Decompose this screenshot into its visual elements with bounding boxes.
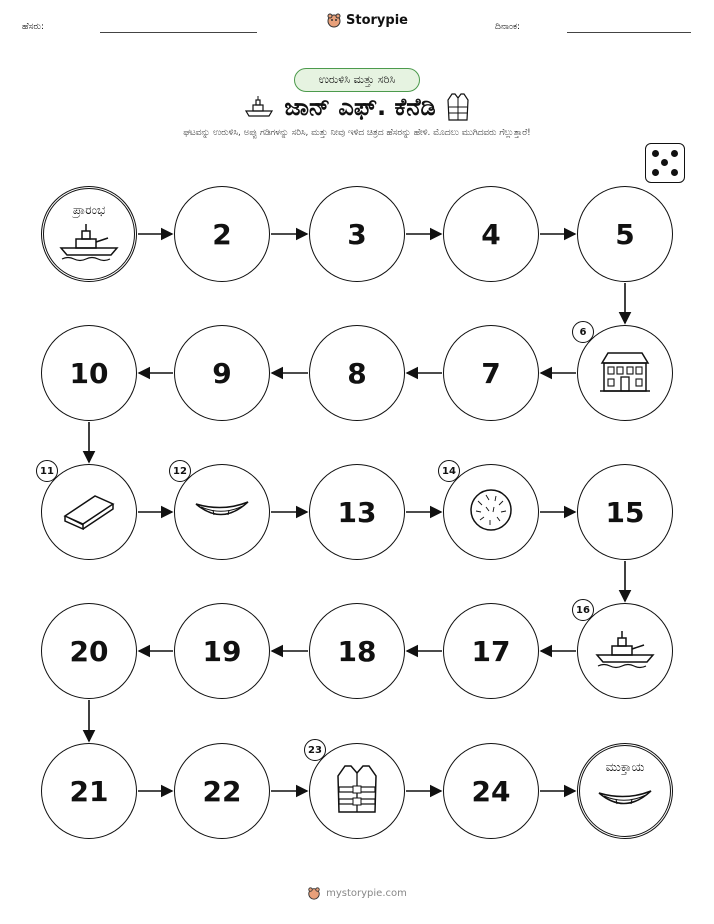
board-space-21[interactable] [41,743,137,839]
board-space-4[interactable] [443,186,539,282]
space-number: 24 [471,774,511,808]
board-space-10[interactable] [41,325,137,421]
board-space-12[interactable] [174,464,270,560]
space-number: 21 [69,774,109,808]
board-space-23[interactable] [309,743,405,839]
canoe-icon [193,496,251,528]
space-number-badge: 23 [304,739,326,761]
space-number: 7 [481,356,501,390]
ship-icon [594,629,656,673]
board-space-11[interactable] [41,464,137,560]
name-label: ಹೆಸರು: [22,22,45,32]
game-tag-text: ಉರುಳಿಸಿ ಮತ್ತು ಸರಿಸಿ [318,73,396,86]
board-space-18[interactable] [309,603,405,699]
date-label: ದಿನಾಂಕ: [495,22,521,32]
board-space-7[interactable] [443,325,539,421]
board-space-13[interactable] [309,464,405,560]
space-number: 5 [615,217,635,251]
board-space-2[interactable] [174,186,270,282]
board-space-14[interactable] [443,464,539,560]
canoe-icon [596,785,654,817]
board-space-5[interactable] [577,186,673,282]
space-number: 8 [347,356,367,390]
board-space-20[interactable] [41,603,137,699]
storypie-footer-icon [307,886,321,900]
space-number: 20 [69,634,109,668]
instructions: ಘಟವನ್ನು ಉರುಳಿಸಿ, ಅಪ್ಪು ಗಡಿಗಳನ್ನು ಸರಿಸಿ, ಮತ್ತು ನೀವು ಇಳಿದ ಚಿತ್ರದ ಹೆಸರನ್ನು ಹೇಳಿ. ಮೊದಲು ಮುಗಿದವರು ಗೆಲ್ಲುತ್ತಾರೆ! [183,128,531,138]
space-number-badge: 11 [36,460,58,482]
brand-name: Storypie [346,12,408,28]
space-number: 22 [202,774,242,808]
space-number: 2 [212,217,232,251]
board-space-17[interactable] [443,603,539,699]
space-number: 17 [471,634,511,668]
board-space-15[interactable] [577,464,673,560]
footer-site[interactable]: mystorypie.com [326,887,407,899]
coconut-icon [468,487,514,537]
space-number: 10 [69,356,109,390]
space-number: 13 [337,495,377,529]
start-label: ಪ್ರಾರಂಭ [72,203,106,217]
space-number: 15 [605,495,645,529]
board-space-9[interactable] [174,325,270,421]
board-space-24[interactable] [443,743,539,839]
board-space-19[interactable] [174,603,270,699]
ship-icon [58,222,120,266]
space-number-badge: 6 [572,321,594,343]
space-number: 19 [202,634,242,668]
board-space-6[interactable] [577,325,673,421]
title-text: ಜಾನ್ ಎಫ್. ಕೆನೆಡಿ [284,93,436,121]
space-number: 3 [347,217,367,251]
board-space-16[interactable] [577,603,673,699]
house-icon [598,347,652,399]
board-space-22[interactable] [174,743,270,839]
board-space-8[interactable] [309,325,405,421]
footer [0,886,714,900]
life-vest-icon [335,763,379,819]
space-number: 9 [212,356,232,390]
start-space[interactable] [41,186,137,282]
space-number-badge: 14 [438,460,460,482]
finish-label: ಮುಕ್ತಾಯ [605,760,645,774]
space-number: 18 [337,634,377,668]
book-icon [61,490,117,534]
board-space-3[interactable] [309,186,405,282]
space-number-badge: 16 [572,599,594,621]
space-number: 4 [481,217,501,251]
space-number-badge: 12 [169,460,191,482]
finish-space[interactable] [577,743,673,839]
